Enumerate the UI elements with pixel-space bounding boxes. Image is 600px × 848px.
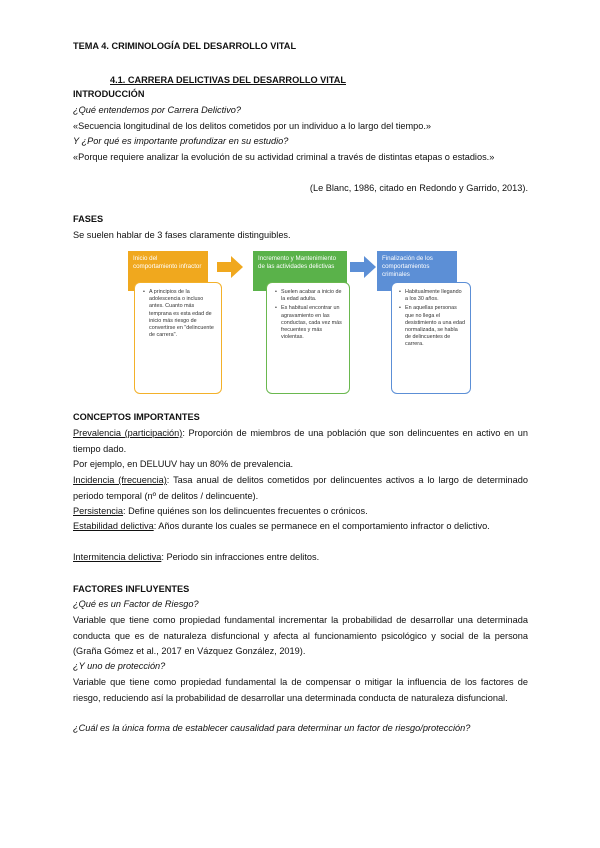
- concept-term: Prevalencia (participación): [73, 428, 183, 438]
- factors-answer-1: Variable que tiene como propiedad fundamental incrementar la probabilidad de desarrollar una determinada conducta que es de naturaleza disfuncional y afecta al funcionamiento psicológico y social de la persona (Graña Gómez et al., 2017 en Vázquez González, 2019).: [73, 615, 528, 657]
- concept-example: Por ejemplo, en DELUUV hay un 80% de prevalencia.: [73, 459, 294, 469]
- phase-1-bullet: • A principios de la adolescencia o incluso antes. Cuanto más temprana es esta edad de inicio más riesgo de convertirse en "delincuente de carrera".: [143, 289, 215, 339]
- phase-2-title: Incremento y Mantenimiento de las actividades delictivas: [253, 251, 347, 291]
- phase-3-bullet: • En aquellas personas que no llega el desistimiento a una edad normalizada, se habla de delincuentes de carrera.: [399, 305, 465, 348]
- concept-estabilidad: [73, 519, 528, 535]
- intro-question-1: ¿Qué entendemos por Carrera Delictivo?: [73, 105, 242, 115]
- phase-2-bullet: • Suelen acabar a inicio de la edad adulta.: [275, 289, 343, 303]
- intro-citation: (Le Blanc, 1986, citado en Redondo y Garrido, 2013).: [309, 183, 528, 193]
- phases-intro: Se suelen hablar de 3 fases claramente distinguibles.: [73, 230, 291, 240]
- phase-3-card: [391, 282, 471, 394]
- arrow-right-icon: [350, 256, 376, 278]
- concept-incidencia: [73, 473, 528, 504]
- concept-prevalencia: [73, 426, 528, 457]
- concepts-heading: CONCEPTOS IMPORTANTES: [73, 412, 200, 422]
- section-title: 4.1. CARRERA DELICTIVAS DEL DESARROLLO VITAL: [110, 75, 346, 85]
- factors-heading: FACTORES INFLUYENTES: [73, 584, 190, 594]
- concept-definition: : Proporción de miembros de una población que son delincuentes en activo en un tiempo dado.: [73, 428, 528, 454]
- phase-2-bullet: • Es habitual encontrar un agravamiento en las conductas, cada vez más frecuentes y más violentas.: [275, 305, 343, 341]
- phases-heading: FASES: [73, 214, 104, 224]
- arrow-right-icon: [217, 256, 243, 278]
- concept-term: Intermitencia delictiva: [73, 552, 162, 562]
- concept-definition: : Periodo sin infracciones entre delitos.: [161, 552, 320, 562]
- factors-answer-2: Variable que tiene como propiedad fundamental la de compensar o mitigar la influencia de los factores de riesgo, reduciendo así la probabilidad de desarrollar una determinada conducta de naturaleza disfuncional.: [73, 677, 528, 703]
- intro-question-2: Y ¿Por qué es importante profundizar en su estudio?: [73, 136, 289, 146]
- intro-answer-2: «Porque requiere analizar la evolución de su actividad criminal a través de distintas etapas o estadios.»: [73, 152, 495, 162]
- concept-persistencia: [73, 504, 368, 520]
- factors-question-3: ¿Cuál es la única forma de establecer causalidad para determinar un factor de riesgo/protección?: [73, 723, 471, 733]
- concept-term: Estabilidad delictiva: [73, 521, 154, 531]
- concept-term: Persistencia: [73, 506, 124, 516]
- intro-heading: INTRODUCCIÓN: [73, 89, 145, 99]
- phase-2-card: [266, 282, 350, 394]
- phase-3-title: Finalización de los comportamientos criminales: [377, 251, 457, 291]
- concept-definition: : Define quiénes son los delincuentes frecuentes o crónicos.: [123, 506, 368, 516]
- document-title: TEMA 4. CRIMINOLOGÍA DEL DESARROLLO VITAL: [73, 41, 297, 51]
- phase-1-card: [134, 282, 222, 394]
- phase-3-bullet: • Habitualmente llegando a los 30 años.: [399, 289, 465, 303]
- concept-intermitencia: [73, 550, 319, 566]
- phase-1-title: Inicio del comportamiento infractor: [128, 251, 208, 291]
- factors-question-2: ¿Y uno de protección?: [73, 661, 166, 671]
- concept-definition: : Tasa anual de delitos cometidos por delincuentes activos a lo largo de determinado periodo temporal (nº de delitos / delincuente).: [73, 475, 528, 501]
- factors-question-1: ¿Qué es un Factor de Riesgo?: [73, 599, 199, 609]
- concept-term: Incidencia (frecuencia): [73, 475, 167, 485]
- intro-answer-1: «Secuencia longitudinal de los delitos cometidos por un individuo a lo largo del tiempo.»: [73, 121, 432, 131]
- phases-diagram: [118, 246, 473, 396]
- concept-definition: : Años durante los cuales se permanece en el comportamiento infractor o delictivo.: [153, 521, 490, 531]
